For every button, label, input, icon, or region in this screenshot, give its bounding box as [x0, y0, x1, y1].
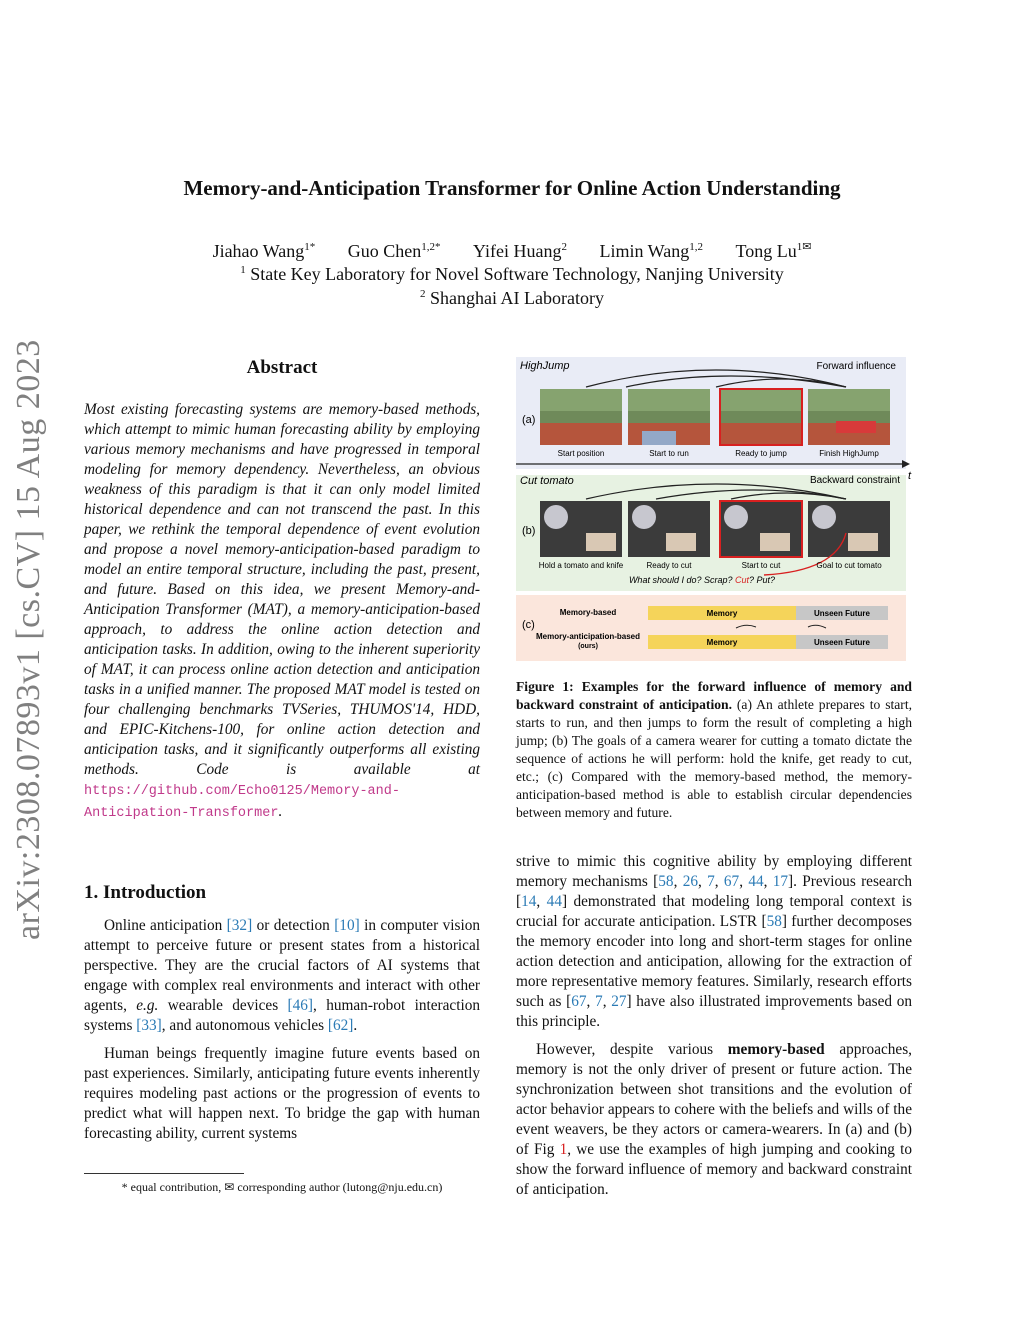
figure-link[interactable]: 1: [559, 1141, 568, 1158]
intro-body: [84, 916, 480, 1152]
method-label: Memory-based: [559, 608, 617, 617]
unseen-label: Unseen Future: [813, 609, 871, 618]
citation-link[interactable]: 58: [766, 913, 782, 930]
citation-link[interactable]: [33]: [136, 1017, 162, 1034]
paragraph: strive to mimic this cognitive ability by employing different memory mechanisms [58, 26, 7, 67, 44, 17]. Previous research [14, 44] demonstrated that modeling long temporal context is crucial for accurate anticipation. LSTR [58] further decomposes the memory encoder into long and short-term stages for online action detection and anticipation, allowing for the extraction of more representative memory features. Similarly, research efforts such as [67, 7, 27] have also illustrated improvements based on this principle.: [516, 853, 913, 1030]
arxiv-sidebar: [10, 339, 90, 980]
arxiv-identifier: arXiv:2308.07893v1 [cs.CV] 15 Aug 2023: [10, 339, 47, 940]
section-heading: 1. Introduction: [84, 882, 207, 903]
citation-link[interactable]: 27: [611, 993, 627, 1010]
row-c-background: [516, 595, 906, 661]
citation-link[interactable]: 67: [723, 873, 740, 890]
frame-caption: Hold a tomato and knife: [538, 561, 624, 570]
paper-title: Memory-and-Anticipation Transformer for Online Action Understanding: [183, 176, 841, 200]
citation-link[interactable]: 67: [571, 993, 587, 1010]
row-b-title: Cut tomato: [520, 475, 574, 487]
code-link[interactable]: Memory-and-Anticipation-Transformer: [84, 784, 400, 821]
author-list: [0, 240, 1024, 262]
footnote-rule: [84, 1173, 244, 1174]
row-b-question: What should I do? Scrap? Cut? Put?: [628, 575, 776, 585]
frame-thumbnail: [628, 501, 710, 557]
method-label: (ours): [578, 643, 598, 650]
footnote: * equal contribution, ✉ corresponding author (lutong@nju.edu.cn): [121, 1180, 443, 1194]
author: Guo Chen$^{1,2*}$: [347, 241, 441, 261]
citation-link[interactable]: 44: [748, 873, 764, 890]
citation-link[interactable]: 44: [546, 893, 562, 910]
frame-caption: Start to run: [649, 449, 689, 458]
affiliation: $^2$ Shanghai AI Laboratory: [420, 288, 604, 308]
frame-thumbnail-highlight: [720, 501, 802, 557]
citation-link[interactable]: 14: [521, 893, 537, 910]
row-b-label: (b): [522, 525, 536, 537]
time-label: t: [908, 470, 912, 482]
figure-1: [516, 357, 912, 661]
citation-link[interactable]: [10]: [334, 917, 360, 934]
row-b-right-label: Backward constraint: [809, 475, 900, 486]
right-column-body: [516, 852, 912, 1208]
frame-caption: Ready to jump: [735, 449, 787, 458]
paragraph: Online anticipation [32] or detection [10] in computer vision attempt to perceive future or present states from a historical perspective. They are the crucial factors of AI systems that engage with complex real environments and interact with other agents, e.g. wearable devices [46], human-robot interaction systems [33], and autonomous vehicles [62].: [84, 917, 480, 1034]
frame-thumbnail: [540, 501, 622, 557]
row-a-right-label: Forward influence: [816, 361, 896, 372]
frame-caption: Finish HighJump: [819, 449, 879, 458]
paragraph: However, despite various memory-based approaches, memory is not the only driver of present or future action. The synchronization between shot transitions and the evolution of actor behavior appears to cohere with the beliefs and wills of the event weavers, be they actors or camera-wearers. In (a) and (b) of Fig 1, we use the examples of high jumping and cooking to show the forward influence of memory and backward constraint of anticipation.: [516, 1041, 912, 1198]
citation-link[interactable]: 7: [707, 873, 715, 890]
row-a-title: HighJump: [520, 360, 570, 372]
citation-link[interactable]: 17: [772, 873, 789, 890]
figure-caption: Figure 1: Examples for the forward influence of memory and backward constraint of anticipation. (a) An athlete prepares to start, starts to run, and then jumps to form the result of completing a high jump; (b) The goals of a camera wearer for cutting a tomato dictate the sequence of actions he will perform: hold the knife, get ready to cut, etc.; (c) Compared with the memory-based method, the memory-anticipation-based method is able to establish circular dependencies between memory and future.: [516, 679, 912, 820]
affiliation: $^1$ State Key Laboratory for Novel Software Technology, Nanjing University: [240, 264, 784, 284]
frame-thumbnail: [808, 501, 890, 557]
frame-caption: Goal to cut tomato: [816, 561, 882, 570]
method-label: Memory-anticipation-based: [535, 632, 641, 641]
abstract-body: Most existing forecasting systems are memory-based methods, which attempt to mimic human forecasting ability by employing various memory mechanisms and have progressed in temporal modeling for memory dependency. Nevertheless, an obvious weakness of this paradigm is that it can only model limited historical dependence and can not transcend the past. In this paper, we rethink the temporal dependence of event evolution and propose a novel memory-anticipation-based paradigm to model an entire temporal structure, including the past, present, and future. Based on this idea, we present Memory-and-Anticipation Transformer (MAT), a memory-anticipation-based approach, to address the online action detection and anticipation tasks. In addition, owing to the inherent superiority of MAT, it can process online action detection and anticipation tasks in a unified manner. The proposed MAT model is tested on four challenging benchmarks TVSeries, THUMOS'14, HDD, and EPIC-Kitchens-100, for online action detection and anticipation tasks, and it significantly outperforms all existing methods. Code is available at https://github.com/Echo0125/Memory-and-Anticipation-Transformer.: [84, 401, 480, 821]
frame-caption: Start to cut: [741, 561, 781, 570]
citation-link[interactable]: 26: [682, 873, 698, 890]
citation-link[interactable]: 58: [658, 873, 674, 890]
citation-link[interactable]: [46]: [287, 997, 314, 1014]
abstract-heading: Abstract: [246, 357, 318, 378]
frame-thumbnail: [808, 389, 890, 445]
author: Jiahao Wang$^{1*}$: [212, 241, 316, 261]
row-c-label: (c): [522, 619, 535, 631]
author: Limin Wang$^{1,2}$: [599, 241, 703, 261]
citation-link[interactable]: [32]: [226, 917, 253, 934]
memory-label: Memory: [706, 609, 738, 618]
frame-thumbnail: [540, 389, 622, 445]
memory-label: Memory: [706, 638, 738, 647]
paragraph: Human beings frequently imagine future events based on past experiences. Similarly, anticipating future events inherently requires modeling past actions or the progression of events to predict what will happen next. To bridge the gap with human forecasting ability, current systems: [84, 1045, 480, 1142]
author: Tong $Lu^{1✉}$: [735, 241, 812, 261]
code-link[interactable]: https://github.com/Echo0125/: [84, 784, 311, 799]
row-a-label: (a): [522, 414, 536, 426]
frame-thumbnail: [628, 389, 710, 445]
citation-link[interactable]: 7: [595, 993, 603, 1010]
frame-thumbnail-highlight: [720, 389, 802, 445]
unseen-label: Unseen Future: [813, 638, 871, 647]
frame-caption: Start position: [557, 449, 605, 458]
frame-caption: Ready to cut: [646, 561, 692, 570]
author: Yifei Huang$^2$: [473, 241, 567, 261]
citation-link[interactable]: [62]: [327, 1017, 354, 1034]
